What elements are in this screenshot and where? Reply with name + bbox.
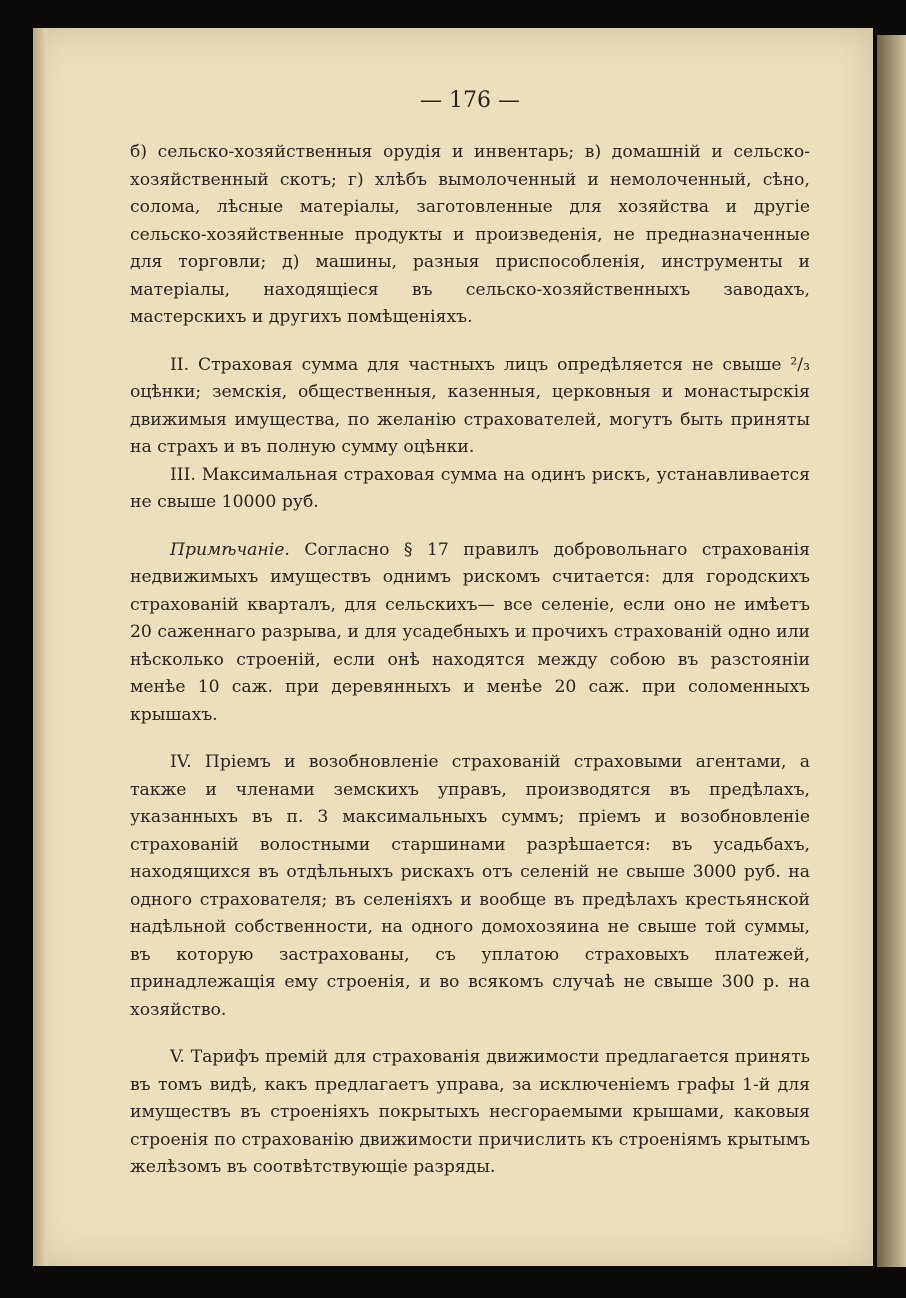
note-text: Согласно § 17 правилъ добровольнаго страхованія недвижимыхъ имуществъ однимъ рискомъ считается: для городскихъ страхованій кварталъ, для сельскихъ— все селеніе, если оно не имѣетъ 20 саженнаго разрыва, и для усадебныхъ и прочихъ страхованій одно или нѣсколько строеній, если онѣ находятся между собою въ разстояніи менѣе 10 саж. при деревянныхъ и менѣе 20 саж. при соломенныхъ крышахъ.: [130, 539, 811, 725]
page-number: — 176 —: [420, 88, 520, 113]
paragraph-section-3: III. Максимальная страховая сумма на одинъ рискъ, устанавливается не свыше 10000 руб.: [130, 464, 810, 512]
page-text: [130, 88, 810, 1182]
paragraph-section-4: IV. Пріемъ и возобновленіе страхованій страховыми агентами, а также и членами земскихъ управъ, производятся въ предѣлахъ, указанныхъ въ п. 3 максимальныхъ суммъ; пріемъ и возобновленіе страхованій волостными старшинами разрѣшается: въ усадьбахъ, находящихся въ отдѣльныхъ рискахъ отъ селеній не свыше 3000 руб. на одного страхователя; въ селеніяхъ и вообще въ предѣлахъ крестьянской надѣльной собственности, на одного домохозяина не свыше той суммы, въ которую застрахованы, съ уплатою страховыхъ платежей, принадлежащія ему строенія, и во всякомъ случаѣ не свыше 300 р. на хозяйство.: [130, 752, 810, 1020]
note-label: Примѣчаніе.: [170, 539, 290, 560]
note-paragraph: [130, 537, 810, 730]
paragraph-section-2: II. Страховая сумма для частныхъ лицъ опредѣляется не свыше ²/₃ оцѣнки; земскія, общественныя, казенныя, церковныя и монастырскія движимыя имущества, по желанію страхователей, могутъ быть приняты на страхъ и въ полную сумму оцѣнки.: [130, 354, 810, 457]
page-spine-shadow: [33, 28, 47, 1266]
next-page-edge: [877, 35, 906, 1267]
paragraph-section-5: V. Тарифъ премій для страхованія движимости предлагается принять въ томъ видѣ, какъ предлагаетъ управа, за исключеніемъ графы 1-й для имуществъ въ строеніяхъ покрытыхъ несгораемыми крышами, каковыя строенія по страхованію движимости причислить къ строеніямъ крытымъ желѣзомъ въ соотвѣтствующіе разряды.: [130, 1047, 810, 1177]
paragraph-items-list: б) сельско-хозяйственныя орудія и инвентарь; в) домашній и сельско-хозяйственный скотъ; г) хлѣбъ вымолоченный и немолоченный, сѣно, солома, лѣсные матеріалы, заготовленные для хозяйства и другіе сельско-хозяйственные продукты и произведенія, не предназначенные для торговли; д) машины, разныя приспособленія, инструменты и матеріалы, находящіеся въ сельско-хозяйственныхъ заводахъ, мастерскихъ и другихъ помѣщеніяхъ.: [130, 142, 810, 327]
